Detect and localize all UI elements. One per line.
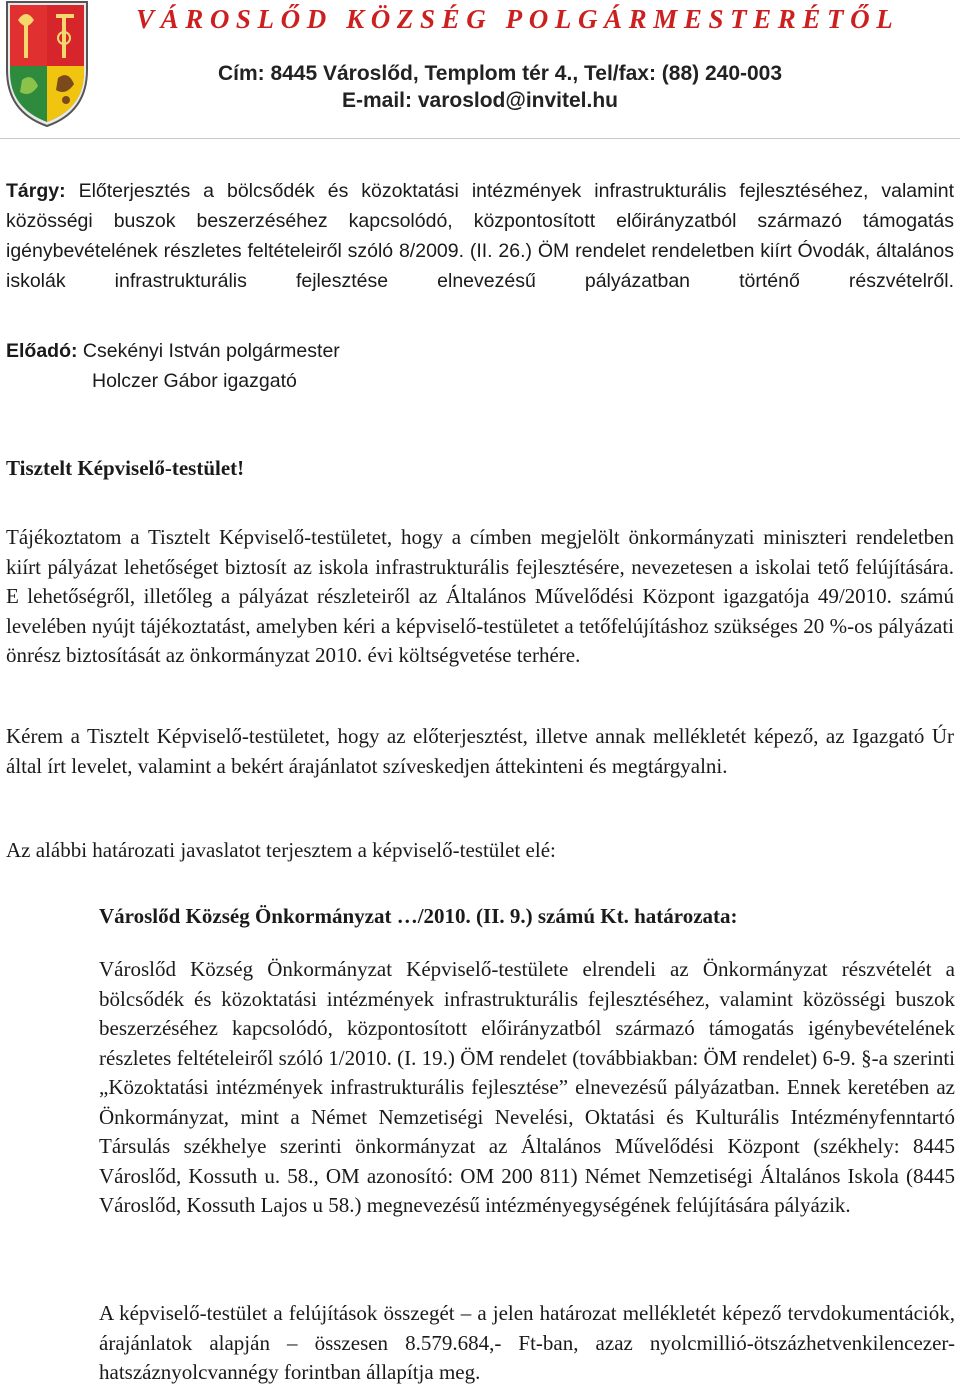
subject-paragraph [6, 176, 954, 326]
subject-label: Tárgy: [6, 180, 66, 202]
letterhead-title: VÁROSLŐD KÖZSÉG POLGÁRMESTERÉTŐL [136, 4, 900, 34]
letterhead-email: E-mail: varoslod@invitel.hu [341, 89, 619, 112]
letterhead-divider [0, 138, 960, 139]
body-paragraph-1: Tájékoztatom a Tisztelt Képviselő-testületet, hogy a címben megjelölt önkormányzati miniszteri rendeletben kiírt pályázat lehetőséget biztosít az iskola infrastrukturális fejlesztésére, nevezetesen a iskolai tető felújítására. E lehetőségről, illetőleg a pályázat részleteiről az Általános Művelődési Központ igazgatója 49/2010. számú levelében nyújt tájékoztatást, amelyben kéri a képviselő-testületet a tetőfelújításhoz szükséges 20 %-os pályázati önrész biztosítását az önkormányzat 2010. évi költségvetése terhére. [6, 525, 954, 667]
salutation: Tisztelt Képviselő-testület! [6, 456, 245, 480]
presenter-line [6, 336, 954, 366]
letterhead-address: Cím: 8445 Városlőd, Templom tér 4., Tel/fax: (88) 240-003 [217, 62, 783, 85]
body-paragraph-2: Kérem a Tisztelt Képviselő-testületet, hogy az előterjesztést, illetve annak mellékletét képező, az Igazgató Úr által írt levelet, valamint a bekért árajánlatot szíveskedjen áttekinteni és megtárgyalni. [6, 724, 954, 778]
subject-text: Előterjesztés a bölcsődék és közoktatási intézmények infrastrukturális fejlesztéséhez, valamint közösségi buszok beszerzéséhez kapcsolódó, központosított előirányzatból származó támogatás igénybevételének részletes feltételeiről szóló 8/2009. (II. 26.) ÖM rendelet rendeletben kiírt Óvodák, általános iskolák infrastrukturális fejlesztése elnevezésű pályázatban történő részvételről. [6, 180, 954, 292]
presenter-line-2 [92, 366, 960, 396]
resolution-paragraph-1: Városlőd Község Önkormányzat Képviselő-testülete elrendeli az Önkormányzat részvételét a bölcsődék és közoktatási intézmények infrastrukturális fejlesztéséhez, valamint közösségi buszok beszerzéséhez kapcsolódó, központosított előirányzatból származó támogatás igénybevételének részletes feltételeiről szóló 1/2010. (I. 19.) ÖM rendelet (továbbiakban: ÖM rendelet) 6-9. §-a szerinti „Közoktatási intézmények infrastrukturális fejlesztése” elnevezésű pályázatban. Ennek keretében az Önkormányzat, mint a Német Nemzetiségi Nevelési, Oktatási és Kulturális Intézményfenntartó Társulás székhelye szerinti önkormányzat az Általános Művelődési Központ (székhely: 8445 Városlőd, Kossuth u. 58., OM azonosító: OM 200 811) Német Nemzetiségi Általános Iskola (8445 Városlőd, Kossuth Lajos u 58.) megnevezésű intézményegységének felújítására pályázik. [99, 957, 955, 1217]
body-paragraph-3: Az alábbi határozati javaslatot terjesztem a képviselő-testület elé: [6, 838, 556, 862]
presenter-name-2: Holczer Gábor igazgató [92, 370, 297, 392]
presenter-label: Előadó: [6, 340, 78, 362]
resolution-paragraph-2: A képviselő-testület a felújítások összegét – a jelen határozat mellékletét képező tervdokumentációk, árajánlatok alapján – összesen 8.579.684,- Ft-ban, azaz nyolcmillió-ötszázhetvenkilencezer-hatszáznyolcvannégy forintban állapítja meg. [99, 1301, 955, 1384]
resolution-title: Városlőd Község Önkormányzat …/2010. (II. 9.) számú Kt. határozata: [99, 904, 738, 928]
presenter-name-1: Csekényi István polgármester [77, 340, 340, 362]
